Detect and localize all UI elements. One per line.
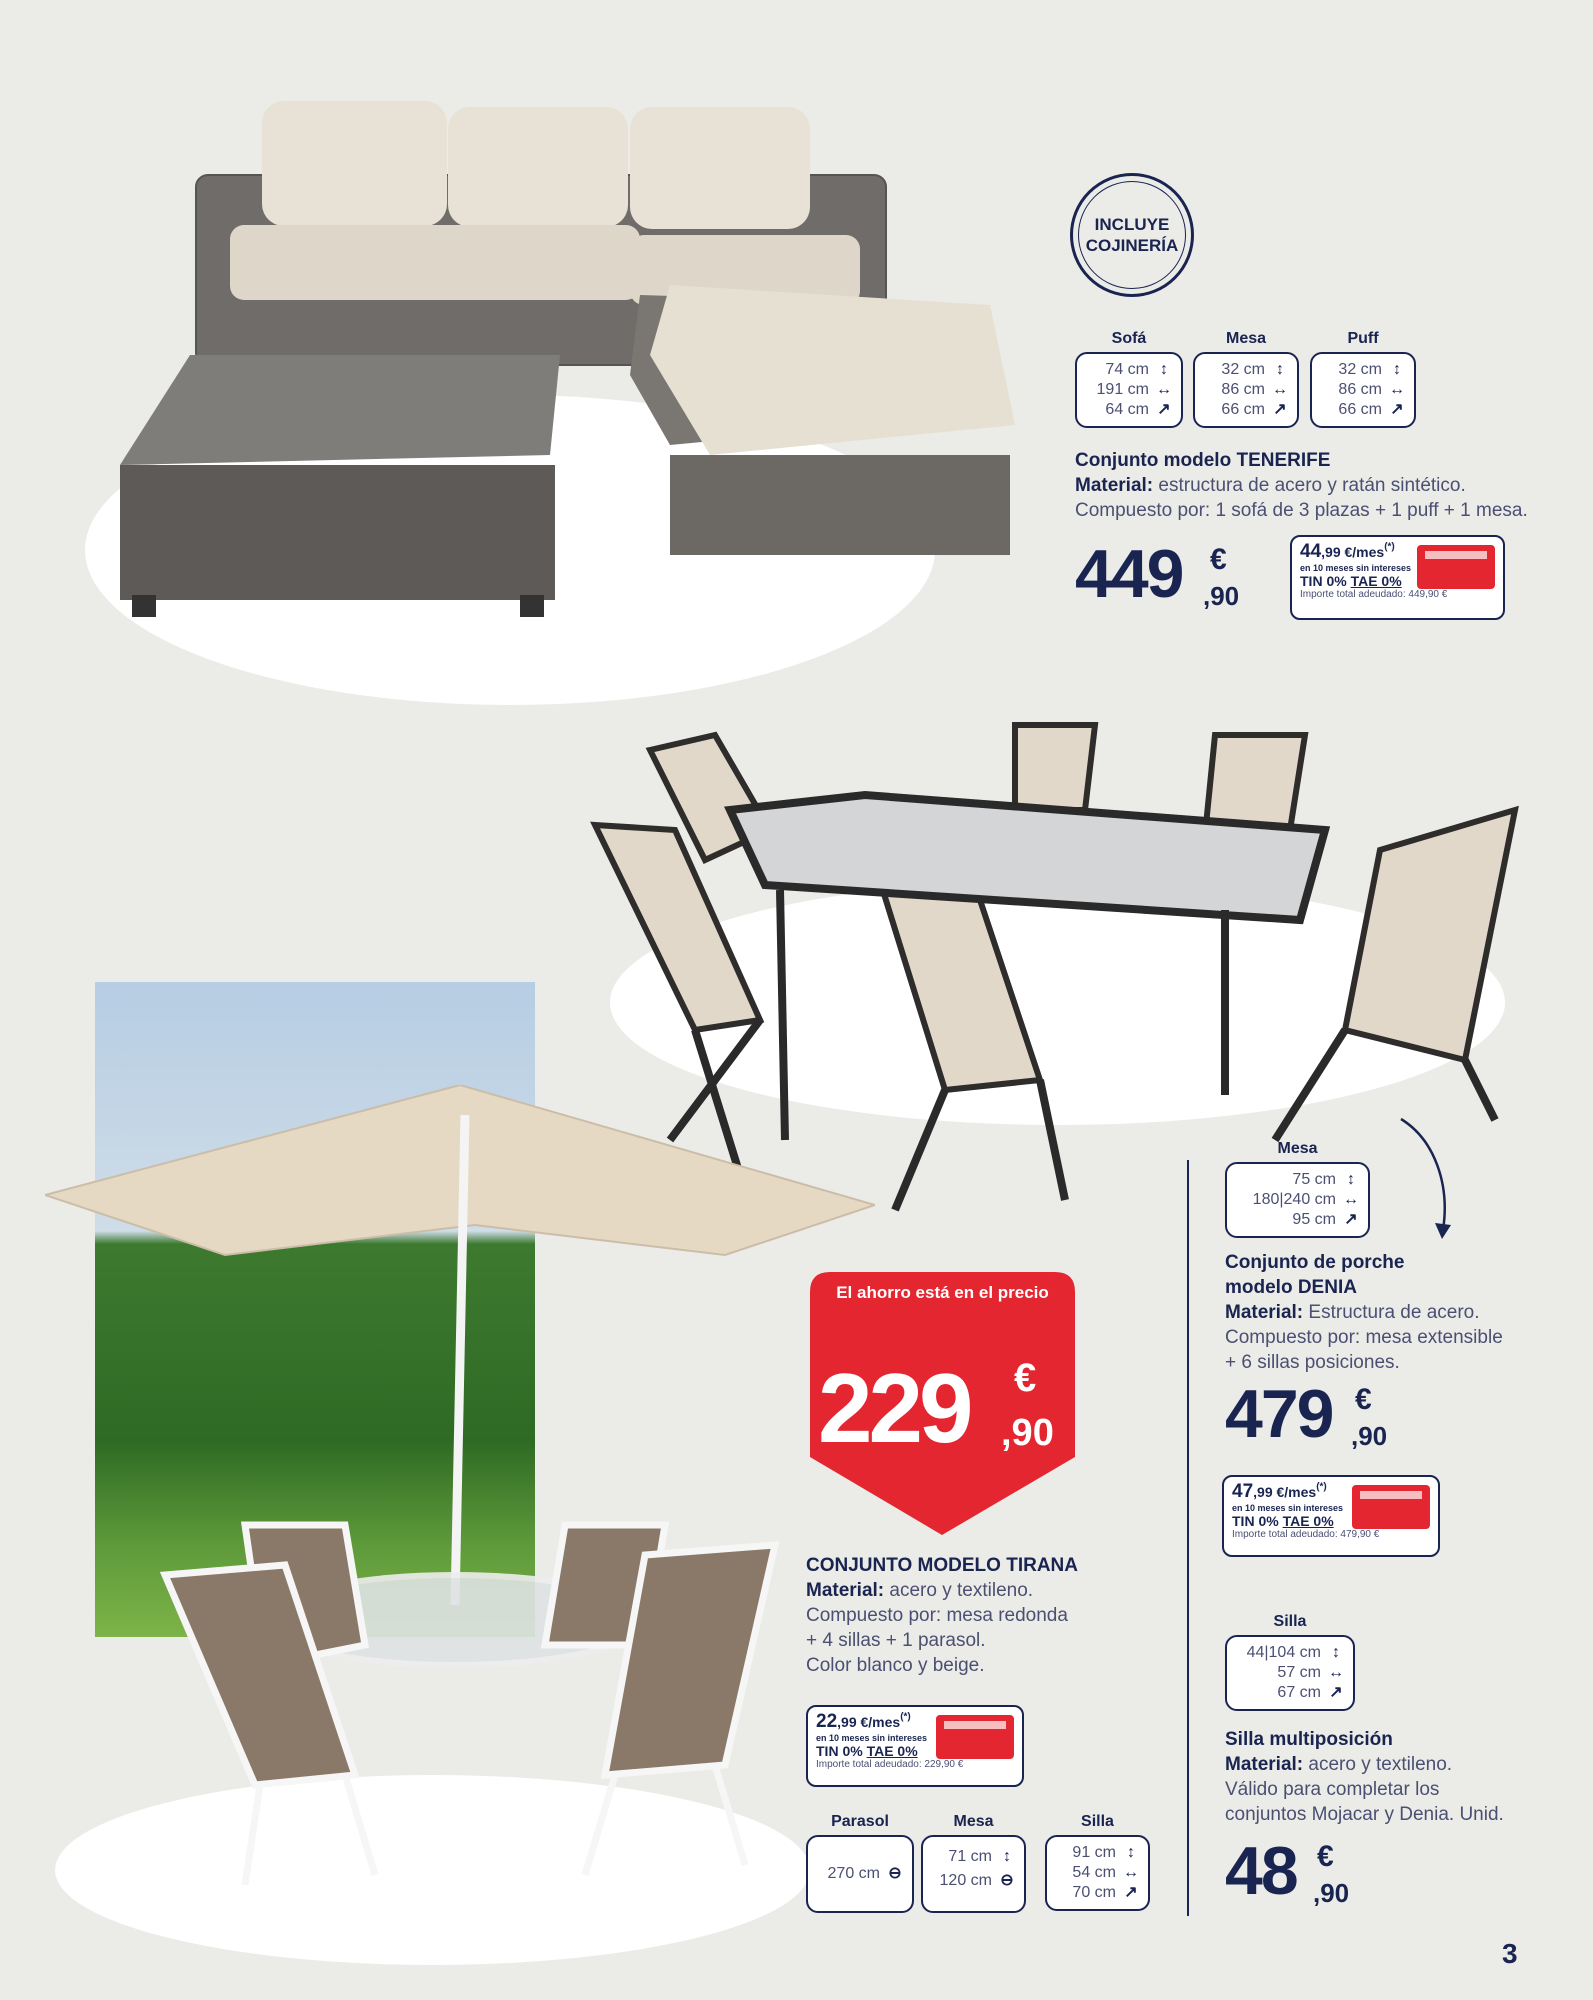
- depth-arrow-icon: ↗: [1344, 1211, 1358, 1228]
- depth-arrow-icon: ↗: [1273, 401, 1287, 418]
- dimension-tirana-table: [921, 1813, 1026, 1913]
- dimension-label: Silla: [1273, 1613, 1307, 1630]
- product-title: Conjunto modelo TENERIFE: [1075, 450, 1331, 471]
- price-currency: €: [1014, 1356, 1037, 1400]
- width-arrow-icon: ↔: [1123, 1864, 1139, 1881]
- width-arrow-icon: ↔: [1272, 381, 1288, 398]
- price-currency: €: [1317, 1840, 1334, 1873]
- composition-text-3: Color blanco y beige.: [806, 1655, 985, 1676]
- height-arrow-icon: ↕: [1332, 1644, 1340, 1661]
- price-decimals: ,90: [1203, 581, 1240, 611]
- width-arrow-icon: ↔: [1389, 381, 1405, 398]
- price-integer: 48: [1225, 1833, 1297, 1909]
- dimension-puff: [1310, 330, 1416, 428]
- dimension-height: 91 cm: [1072, 1844, 1116, 1861]
- tag-caption: El ahorro está en el precio: [836, 1283, 1049, 1302]
- description-text: Válido para completar los: [1225, 1779, 1440, 1800]
- height-arrow-icon: ↕: [1003, 1848, 1011, 1865]
- financing-amount-decimals: ,99 €/mes: [1321, 544, 1385, 560]
- includes-cushions-badge: [1070, 173, 1194, 297]
- material-value: acero y textileno.: [1303, 1754, 1453, 1775]
- height-arrow-icon: ↕: [1160, 361, 1168, 378]
- financing-total: Importe total adeudado: 479,90 €: [1232, 1529, 1380, 1540]
- financing-tae: TAE 0%: [1282, 1513, 1334, 1529]
- silla-description: [1225, 1727, 1585, 1827]
- description-text-2: conjuntos Mojacar y Denia. Unid.: [1225, 1804, 1504, 1825]
- dimension-width: 191 cm: [1096, 381, 1149, 398]
- tirana-financing-box: [806, 1705, 1024, 1787]
- badge-line-2: COJINERÍA: [1085, 236, 1179, 255]
- financing-tae: TAE 0%: [866, 1743, 918, 1759]
- height-arrow-icon: ↕: [1276, 361, 1284, 378]
- financing-tin: TIN 0%: [816, 1743, 867, 1759]
- product-title: Conjunto de porche: [1225, 1252, 1405, 1273]
- depth-arrow-icon: ↗: [1124, 1884, 1138, 1901]
- financing-total: Importe total adeudado: 229,90 €: [816, 1759, 964, 1770]
- product-title-2: modelo DENIA: [1225, 1277, 1357, 1298]
- denia-financing-box: [1222, 1475, 1440, 1557]
- dimension-depth: 64 cm: [1105, 401, 1149, 418]
- financing-term: en 10 meses sin intereses: [1232, 1503, 1344, 1513]
- store-card-image: [1417, 545, 1495, 589]
- material-value: Estructura de acero.: [1303, 1302, 1480, 1323]
- material-label: Material:: [806, 1580, 885, 1601]
- financing-tae: TAE 0%: [1350, 573, 1402, 589]
- dimension-depth: 67 cm: [1277, 1684, 1321, 1701]
- financing-tin: TIN 0%: [1300, 573, 1351, 589]
- tenerife-description: [1075, 448, 1575, 523]
- width-arrow-icon: ↔: [1343, 1191, 1359, 1208]
- dimension-chair: [1225, 1613, 1355, 1711]
- financing-term: en 10 meses sin intereses: [816, 1733, 928, 1743]
- financing-amount-decimals: ,99 €/mes: [837, 1714, 901, 1730]
- price-integer: 479: [1225, 1376, 1333, 1452]
- dimension-tirana-chair: [1045, 1813, 1150, 1911]
- depth-arrow-icon: ↗: [1390, 401, 1404, 418]
- store-card-image: [936, 1715, 1014, 1759]
- denia-price: [1225, 1375, 1405, 1455]
- composition-text: Compuesto por: 1 sofá de 3 plazas + 1 puff + 1 mesa.: [1075, 500, 1528, 521]
- dimension-diameter: 270 cm: [827, 1865, 880, 1882]
- dimension-width: 86 cm: [1221, 381, 1265, 398]
- financing-tin: TIN 0%: [1232, 1513, 1283, 1529]
- financing-amount: 47: [1232, 1481, 1254, 1502]
- dimension-label: Mesa: [1225, 330, 1267, 347]
- tirana-price: [818, 1352, 1073, 1463]
- sofa-set-image: [110, 95, 1040, 635]
- denia-description: [1225, 1250, 1585, 1375]
- dimension-label: Puff: [1347, 330, 1379, 347]
- height-arrow-icon: ↕: [1347, 1171, 1355, 1188]
- dimension-depth: 95 cm: [1292, 1211, 1336, 1228]
- financing-term: en 10 meses sin intereses: [1300, 563, 1412, 573]
- dimension-label: Silla: [1081, 1813, 1114, 1830]
- material-value: estructura de acero y ratán sintético.: [1153, 475, 1466, 496]
- financing-amount: 22: [816, 1711, 838, 1732]
- financing-amount: 44: [1300, 541, 1322, 562]
- dimension-denia-table: [1225, 1140, 1370, 1238]
- composition-text-2: + 4 sillas + 1 parasol.: [806, 1630, 986, 1651]
- height-arrow-icon: ↕: [1393, 361, 1401, 378]
- price-integer: 229: [818, 1353, 970, 1463]
- tirana-description: [806, 1553, 1126, 1678]
- store-card-image: [1352, 1485, 1430, 1529]
- dimension-depth: 70 cm: [1072, 1884, 1116, 1901]
- product-title: Silla multiposición: [1225, 1729, 1393, 1750]
- composition-text: Compuesto por: mesa redonda: [806, 1605, 1068, 1626]
- dimension-diameter: 120 cm: [939, 1872, 992, 1889]
- financing-note: (*): [900, 1711, 911, 1723]
- price-decimals: ,90: [1351, 1421, 1388, 1451]
- price-decimals: ,90: [1313, 1878, 1350, 1908]
- diameter-icon: ⊖: [888, 1865, 902, 1882]
- material-value: acero y textileno.: [884, 1580, 1034, 1601]
- page-number: 3: [1502, 1938, 1518, 1969]
- financing-note: (*): [1384, 541, 1395, 553]
- dimension-depth: 66 cm: [1221, 401, 1265, 418]
- financing-note: (*): [1316, 1481, 1327, 1493]
- dimension-height: 71 cm: [948, 1848, 992, 1865]
- dimension-width: 54 cm: [1072, 1864, 1116, 1881]
- silla-price: [1225, 1832, 1375, 1912]
- composition-text-2: + 6 sillas posiciones.: [1225, 1352, 1400, 1373]
- composition-text: Compuesto por: mesa extensible: [1225, 1327, 1503, 1348]
- financing-total: Importe total adeudado: 449,90 €: [1300, 589, 1448, 600]
- dimension-label: Mesa: [1277, 1140, 1318, 1157]
- material-label: Material:: [1075, 475, 1154, 496]
- dimension-label: Parasol: [831, 1813, 889, 1830]
- dimension-height: 44|104 cm: [1246, 1644, 1321, 1661]
- tenerife-price: [1075, 535, 1255, 615]
- dimension-depth: 66 cm: [1338, 401, 1382, 418]
- dimension-height: 32 cm: [1221, 361, 1265, 378]
- financing-amount-decimals: ,99 €/mes: [1253, 1484, 1317, 1500]
- dimension-height: 74 cm: [1105, 361, 1149, 378]
- tenerife-financing-box: [1290, 535, 1505, 620]
- dimension-table: [1193, 330, 1299, 428]
- dimension-width: 57 cm: [1277, 1664, 1321, 1681]
- price-decimals: ,90: [1001, 1412, 1054, 1454]
- depth-arrow-icon: ↗: [1329, 1684, 1343, 1701]
- dimension-height: 75 cm: [1292, 1171, 1336, 1188]
- dimension-width: 180|240 cm: [1252, 1191, 1336, 1208]
- depth-arrow-icon: ↗: [1157, 401, 1171, 418]
- diameter-icon: ⊖: [1000, 1872, 1014, 1889]
- height-arrow-icon: ↕: [1127, 1844, 1135, 1861]
- dimension-label: Mesa: [953, 1813, 994, 1830]
- price-currency: €: [1210, 543, 1227, 576]
- dimension-label: Sofá: [1111, 330, 1147, 347]
- dimension-width: 86 cm: [1338, 381, 1382, 398]
- badge-line-1: INCLUYE: [1094, 215, 1170, 234]
- product-title: CONJUNTO MODELO TIRANA: [806, 1555, 1078, 1576]
- dimension-sofa: [1075, 330, 1183, 428]
- material-label: Material:: [1225, 1754, 1304, 1775]
- width-arrow-icon: ↔: [1156, 381, 1172, 398]
- dimension-height: 32 cm: [1338, 361, 1382, 378]
- price-integer: 449: [1075, 536, 1183, 612]
- width-arrow-icon: ↔: [1328, 1664, 1344, 1681]
- price-currency: €: [1355, 1383, 1372, 1416]
- dimension-parasol: [806, 1813, 914, 1913]
- material-label: Material:: [1225, 1302, 1304, 1323]
- vertical-divider: [1187, 1160, 1189, 1916]
- curved-arrow-icon: [1395, 1115, 1455, 1240]
- patio-set-image: [45, 1085, 875, 1925]
